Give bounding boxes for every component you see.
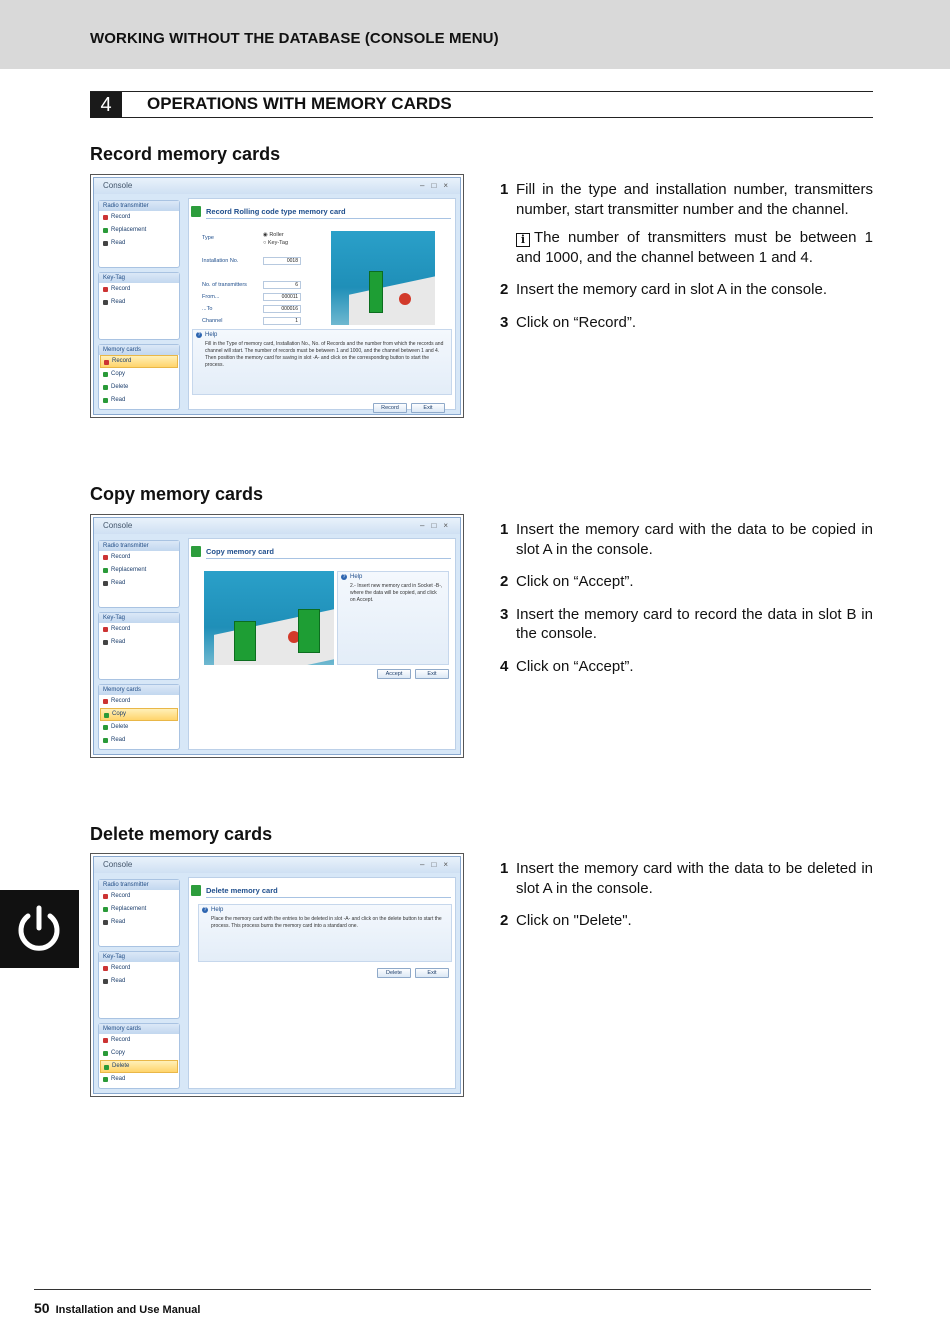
step-number: 2 [500,573,509,590]
from-field[interactable]: 000011 [263,293,301,301]
step [500,313,873,333]
step-text: Insert the memory card with the data to be copied in slot A in the console. [516,521,873,558]
step-text: Insert the memory card in slot A in the console. [516,281,827,298]
footer-text: Installation and Use Manual [55,1304,201,1316]
window-controls: –□× [420,521,455,530]
from-label: From... [202,294,220,300]
note-text: The number of transmitters must be between 1 and 1000, and the channel between 1 and 4. [516,229,873,266]
delete-steps [500,859,873,944]
group-title: Radio transmitter [99,201,179,211]
help-title: ? Help [338,572,448,580]
step-text: Click on “Accept”. [516,573,634,590]
delete-button[interactable]: Delete [377,968,411,978]
group-title: Radio transmitter [99,880,179,890]
group-title: Radio transmitter [99,541,179,551]
step [500,657,873,677]
help-text: 2.- Insert new memory card in Socket -B-, where the data will be copied, and click on Accept. [350,583,443,603]
main-panel [188,198,456,410]
transmitters-label: No. of transmitters [202,282,247,288]
sidebar-item-replacement[interactable]: Replacement [100,224,178,237]
sidebar-item-replacement[interactable]: Replacement [100,903,178,916]
console-window [93,517,461,755]
sidebar [98,538,180,750]
to-label: ...To [202,306,213,312]
transmitters-field[interactable]: 6 [263,281,301,289]
step-text: Fill in the type and installation number, transmitters number, start transmitter number and the channel. [516,181,873,218]
step-number: 2 [500,912,509,929]
footer [34,1300,200,1316]
sidebar-item-read[interactable]: Read [100,394,178,407]
main-panel [188,877,456,1089]
help-text: Fill in the Type of memory card, Installation No., No. of Records and the number from which the records and channel will start. The number of records must be between 1 and 1000, and the channel between 1 and 4. Then position the memory card for saving in slot -A- and click on the corresponding button to start the process. [205,341,444,368]
group-memory [98,344,180,410]
window-title: Console [94,518,460,534]
group-keytag [98,612,180,680]
step-text: Click on "Delete". [516,912,632,929]
power-icon [16,904,62,954]
exit-button[interactable]: Exit [415,968,449,978]
window-controls: –□× [420,860,455,869]
group-radio [98,879,180,947]
step [500,605,873,644]
window-title: Console [94,857,460,873]
channel-field[interactable]: 1 [263,317,301,325]
step-text: Insert the memory card to record the data in slot B in the console. [516,605,873,642]
help-box [337,571,449,665]
group-radio [98,540,180,608]
step-number: 3 [500,313,509,331]
sidebar-item-read[interactable]: Read [100,636,178,649]
help-text: Place the memory card with the entries to be deleted in slot -A- and click on the delete button to start the process. This process burns the memory card into a standard one. [211,916,442,929]
footer-divider [34,1289,871,1290]
step-number: 1 [500,521,509,538]
sidebar-item-record[interactable]: Record [100,890,178,903]
step [500,572,873,592]
copy-steps [500,520,873,689]
sidebar-item-delete[interactable]: Delete [100,721,178,734]
step-text: Click on “Accept”. [516,657,634,675]
power-tab [0,890,79,968]
console-window [93,856,461,1094]
main-panel [188,538,456,750]
group-radio [98,200,180,268]
help-box [192,329,452,395]
delete-screenshot [90,853,464,1097]
sidebar-item-read[interactable]: Read [100,734,178,747]
sidebar-item-record[interactable]: Record [100,211,178,224]
section-number: 4 [90,92,122,118]
group-title: Memory cards [99,1024,179,1034]
page-number: 50 [34,1300,50,1316]
installation-field[interactable]: 0018 [263,257,301,265]
section-heading [90,91,873,118]
window-controls: –□× [420,181,455,190]
header-band [0,0,950,69]
group-keytag [98,272,180,340]
group-memory [98,1023,180,1089]
installation-label: Installation No. [202,258,239,264]
step [500,520,873,559]
group-title: Memory cards [99,685,179,695]
exit-button[interactable]: Exit [415,669,449,679]
sidebar-item-replacement[interactable]: Replacement [100,564,178,577]
radio-label: Key-Tag [267,240,289,246]
radio-label: Roller [269,232,284,238]
sidebar-item-copy[interactable]: Copy [100,368,178,381]
sidebar-item-record[interactable]: Record [100,695,178,708]
info-icon: i [516,233,530,247]
window-title: Console [94,178,460,194]
header-title: WORKING WITHOUT THE DATABASE (CONSOLE MENU) [90,30,499,47]
help-title: ? Help [193,330,451,338]
sidebar-item-read[interactable]: Read [100,1073,178,1086]
step-number: 1 [500,860,509,877]
console-photo [204,571,334,665]
sidebar-item-read[interactable]: Read [100,577,178,590]
delete-title: Delete memory cards [90,824,273,844]
step-text: Insert the memory card with the data to be deleted in slot A in the console. [516,860,873,897]
group-title: Key-Tag [99,613,179,623]
panel-divider [206,218,451,219]
sidebar-item-record[interactable]: Record [100,1034,178,1047]
sidebar-item-read[interactable]: Read [100,916,178,929]
sidebar [98,877,180,1089]
memory-card [369,271,383,313]
panel-title: Record Rolling code type memory card [206,207,346,216]
help-title: ? Help [199,905,451,913]
copy-title: Copy memory cards [90,484,264,504]
console-photo [331,231,435,325]
panel-title: Delete memory card [206,886,278,895]
console-window [93,177,461,415]
group-title: Memory cards [99,345,179,355]
step [500,911,873,931]
console-board [349,271,435,325]
step [500,280,873,300]
type-radio-keytag[interactable]: ○ Key-Tag [263,240,289,246]
group-title: Key-Tag [99,273,179,283]
accept-button[interactable]: Accept [377,669,411,679]
sidebar-item-delete[interactable]: Delete [100,381,178,394]
step-text: Click on “Record”. [516,313,637,331]
sidebar-item-record[interactable]: Record [100,962,178,975]
group-keytag [98,951,180,1019]
step-number: 1 [500,181,509,198]
sidebar-item-copy[interactable]: Copy [100,1047,178,1060]
record-title: Record memory cards [90,144,281,164]
copy-screenshot [90,514,464,758]
step-number: 4 [500,657,509,675]
panel-title: Copy memory card [206,547,274,556]
memory-card-b [298,609,320,653]
step-number: 2 [500,281,509,298]
info-note [500,228,873,267]
panel-divider [206,558,451,559]
record-steps [500,180,873,345]
step-number: 3 [500,605,509,623]
type-radio-roller[interactable]: ◉ Roller [263,232,284,238]
memory-card-a [234,621,256,661]
sidebar-item-read[interactable]: Read [100,975,178,988]
sidebar-item-record[interactable]: Record [100,355,178,368]
section-title: OPERATIONS WITH MEMORY CARDS [147,94,452,113]
sidebar-item-delete[interactable]: Delete [100,1060,178,1073]
brand-logo [399,293,411,305]
step [500,859,873,898]
channel-label: Channel [202,318,223,324]
sidebar-item-read[interactable]: Read [100,296,178,309]
sidebar [98,198,180,410]
sidebar-item-copy[interactable]: Copy [100,708,178,721]
sidebar-item-record[interactable]: Record [100,623,178,636]
step [500,180,873,219]
to-field[interactable]: 000016 [263,305,301,313]
record-button[interactable]: Record [373,403,407,413]
panel-divider [206,897,451,898]
sidebar-item-record[interactable]: Record [100,283,178,296]
sidebar-item-record[interactable]: Record [100,551,178,564]
sidebar-item-read[interactable]: Read [100,237,178,250]
record-screenshot [90,174,464,418]
exit-button[interactable]: Exit [411,403,445,413]
group-memory [98,684,180,750]
type-label: Type [202,235,214,241]
help-box [198,904,452,962]
group-title: Key-Tag [99,952,179,962]
